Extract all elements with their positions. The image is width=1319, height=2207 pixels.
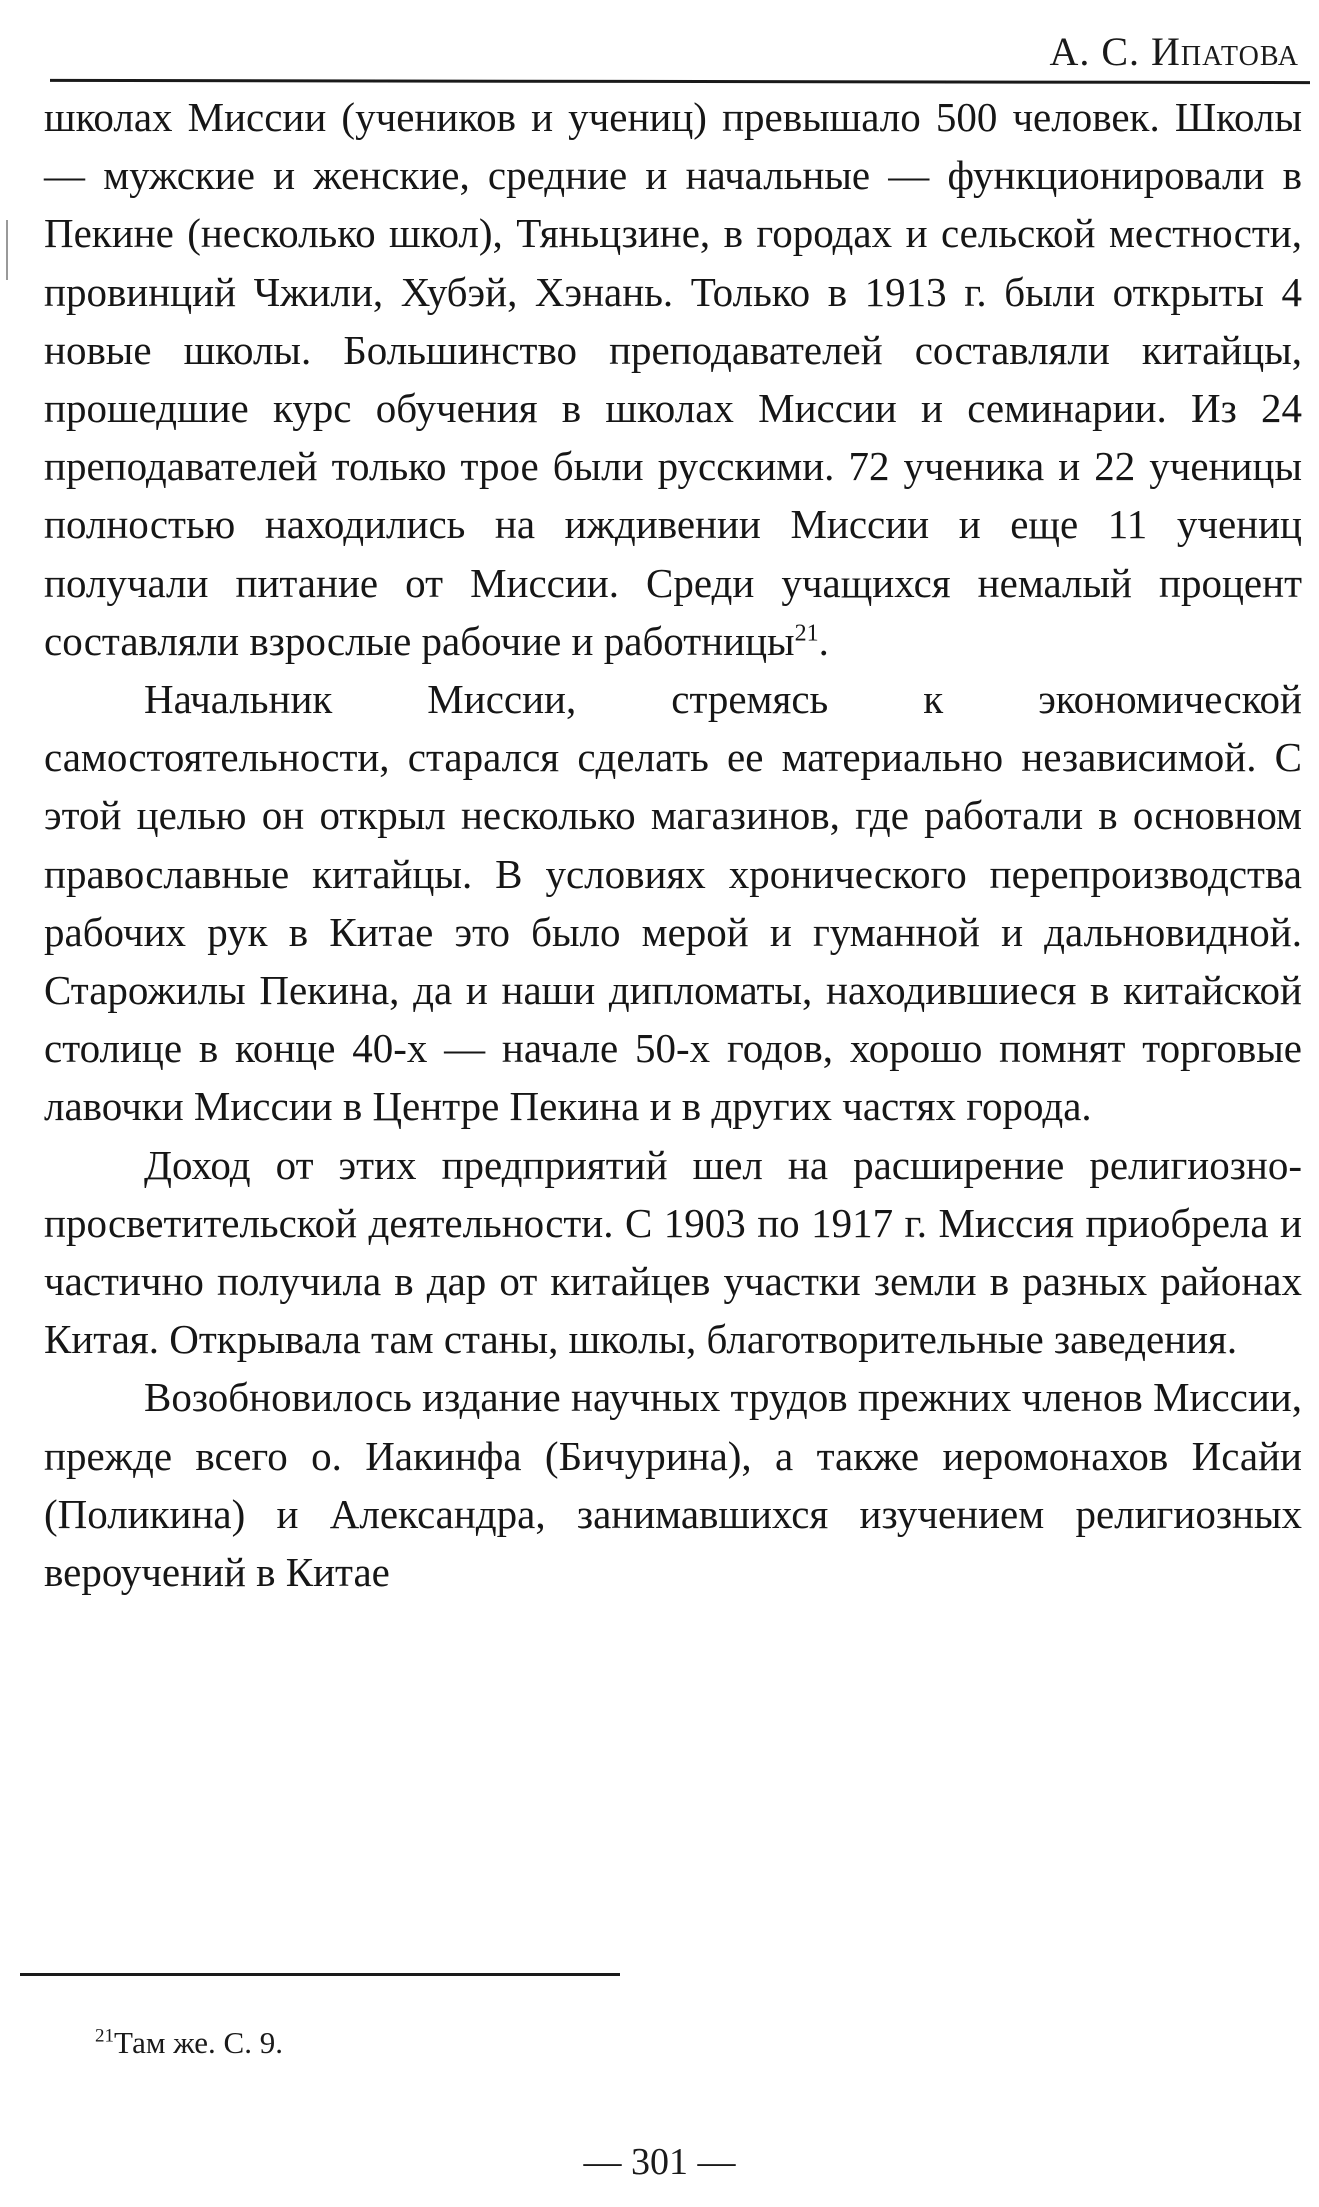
paragraph-3: Доход от этих предприятий шел на расширение религиозно-просветительской деятельности. С 1903 по 1917 г. Миссия приобрела и частично получила в дар от китайцев участки земли в разных районах Китая. Открывала там станы, школы, благотворительные заведения. (44, 1141, 1302, 1363)
footnote-text: Там же. С. 9. (114, 2025, 283, 2060)
paragraph-1 (44, 88, 1302, 670)
scan-margin-mark (6, 220, 8, 280)
page-number: — 301 — (583, 2141, 736, 2183)
running-head-surname: Ипатова (1151, 29, 1299, 74)
paragraph-4: Возобновилось издание научных трудов прежних членов Миссии, прежде всего о. Иакинфа (Бичурина), а также иеромонахов Исайи (Поликина) и Александра, занимавшихся изучением религиозных вероучений в Китае (44, 1374, 1302, 1596)
paragraph-1-tail: . (818, 617, 829, 664)
running-head-initials: А. С. (1049, 29, 1152, 74)
footnote-rule (20, 1973, 620, 1976)
paragraph-2: Начальник Миссии, стремясь к экономической самостоятельности, старался сделать ее материально независимой. С этой целью он открыл несколько магазинов, где работали в основном православные китайцы. В условиях хронического перепроизводства рабочих рук в Китае это было мерой и гуманной и дальновидной. Старожилы Пекина, да и наши дипломаты, находившиеся в китайской столице в конце 40-х — начале 50-х годов, хорошо помнят торговые лавочки Миссии в Центре Пекина и в других частях города. (44, 676, 1302, 1130)
footnote-number: 21 (95, 2025, 114, 2047)
body-text (44, 88, 1302, 1601)
footnote (95, 2025, 283, 2061)
paragraph-1-text: школах Миссии (учеников и учениц) превышало 500 человек. Школы — мужские и женские, средние и начальные — функционировали в Пекине (несколько школ), Тяньцзине, в городах и сельской местности, провинций Чжили, Хубэй, Хэнань. Только в 1913 г. были открыты 4 новые школы. Большинство преподавателей составляли китайцы, прошедшие курс обучения в школах Миссии и семинарии. Из 24 преподавателей только трое были русскими. 72 ученика и 22 ученицы полностью находились на иждивении Миссии и еще 11 учениц получали питание от Миссии. Среди учащихся немалый процент составляли взрослые рабочие и работницы (44, 94, 1302, 664)
footnote-reference: 21 (794, 620, 819, 647)
header-rule (50, 79, 1310, 84)
running-head (1049, 28, 1299, 75)
